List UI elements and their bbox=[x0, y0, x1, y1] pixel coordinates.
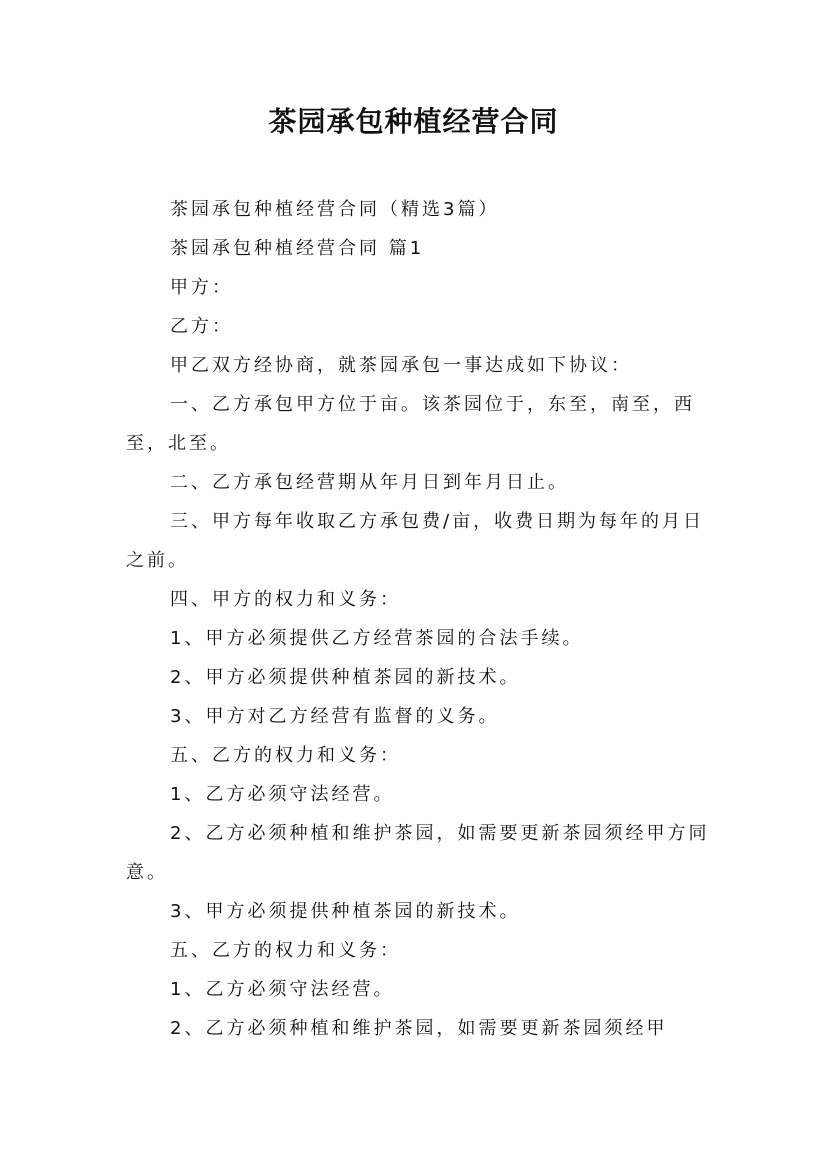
paragraph-subtitle: 茶园承包种植经营合同（精选3篇） bbox=[170, 199, 500, 220]
paragraph-clause-5-heading: 五、乙方的权力和义务： bbox=[170, 745, 401, 766]
paragraph-clause-1: 一、乙方承包甲方位于亩。该茶园位于，东至，南至，西至，北至。 bbox=[126, 394, 695, 454]
paragraph-section-heading: 茶园承包种植经营合同 篇1 bbox=[170, 238, 425, 259]
paragraph-clause-5-item-2-repeat: 2、乙方必须种植和维护茶园，如需要更新茶园须经甲 bbox=[170, 1018, 668, 1039]
paragraph-party-a: 甲方： bbox=[170, 277, 233, 298]
paragraph-clause-2: 二、乙方承包经营期从年月日到年月日止。 bbox=[170, 472, 569, 493]
paragraph-clause-4-item-3: 3、甲方对乙方经营有监督的义务。 bbox=[170, 706, 500, 727]
paragraph-clause-4-heading: 四、甲方的权力和义务： bbox=[170, 589, 401, 610]
paragraph-clause-5-heading-repeat: 五、乙方的权力和义务： bbox=[170, 940, 401, 961]
paragraph-clause-4-item-1: 1、甲方必须提供乙方经营茶园的合法手续。 bbox=[170, 628, 584, 649]
document-body bbox=[126, 190, 716, 1048]
paragraph-clause-5-item-3: 3、甲方必须提供种植茶园的新技术。 bbox=[170, 901, 521, 922]
paragraph-clause-3: 三、甲方每年收取乙方承包费/亩，收费日期为每年的月日之前。 bbox=[126, 511, 705, 571]
paragraph-clause-5-item-1-repeat: 1、乙方必须守法经营。 bbox=[170, 979, 395, 1000]
document-title: 茶园承包种植经营合同 bbox=[268, 105, 559, 138]
paragraph-clause-4-item-2: 2、甲方必须提供种植茶园的新技术。 bbox=[170, 667, 521, 688]
paragraph-clause-5-item-2: 2、乙方必须种植和维护茶园，如需要更新茶园须经甲方同意。 bbox=[126, 823, 710, 883]
paragraph-preamble: 甲乙双方经协商，就茶园承包一事达成如下协议： bbox=[170, 355, 632, 376]
paragraph-clause-5-item-1: 1、乙方必须守法经营。 bbox=[170, 784, 395, 805]
paragraph-party-b: 乙方： bbox=[170, 316, 233, 337]
